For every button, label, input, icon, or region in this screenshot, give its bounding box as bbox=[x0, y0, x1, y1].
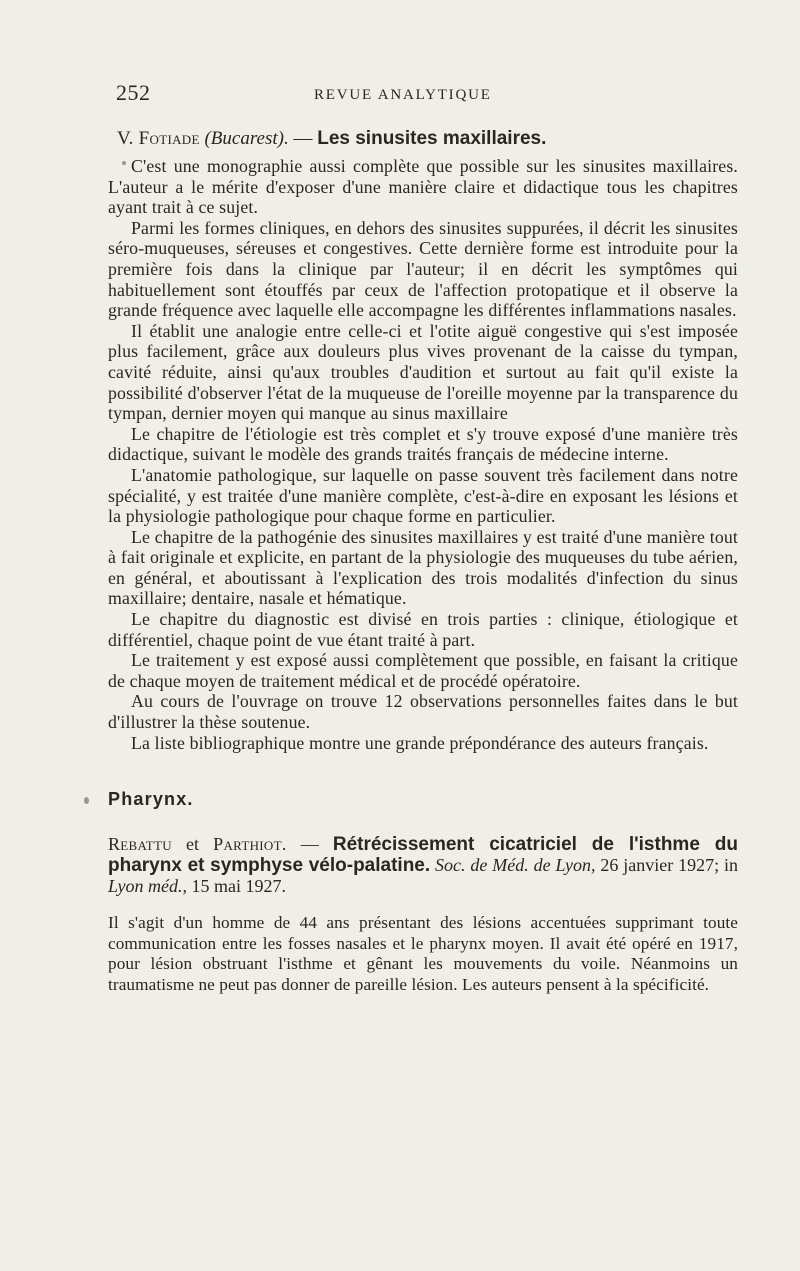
entry2-author-2: Parthiot. bbox=[213, 834, 287, 855]
entry2-date-2: 15 mai 1927. bbox=[186, 876, 286, 897]
entry2-journal-2: Lyon méd., bbox=[108, 876, 187, 897]
entry1-paragraph-5: L'anatomie pathologique, sur laquelle on passe souvent très facilement dans notre spécialité, y est traitée d'une manière complète, c'est-à-dire en exposant les lésions et la physiologie pathologique pour chaque forme en particulier. bbox=[108, 464, 738, 527]
entry1-dash: — bbox=[288, 128, 318, 149]
running-title: REVUE ANALYTIQUE bbox=[314, 87, 492, 103]
entry1-paragraph-7: Le chapitre du diagnostic est divisé en trois parties : clinique, étiologique et différentiel, chaque point de vue étant traité à part. bbox=[108, 609, 738, 650]
page-number: 252 bbox=[116, 80, 151, 105]
entry1-author: V. Fotiade bbox=[117, 128, 200, 149]
page-header bbox=[116, 80, 736, 110]
page-content bbox=[108, 128, 738, 996]
entry1-paragraph-4: Le chapitre de l'étiologie est très complet et s'y trouve exposé d'une manière très didactique, suivant le modèle des grands traités français de médecine interne. bbox=[108, 423, 738, 465]
entry2-heading bbox=[108, 834, 738, 897]
entry2-connector: et bbox=[171, 834, 214, 855]
section-title-pharynx: Pharynx. bbox=[108, 789, 194, 810]
paper-speck bbox=[84, 797, 89, 804]
entry1-place: (Bucarest). bbox=[204, 128, 289, 149]
entry1-paragraph-2: Parmi les formes cliniques, en dehors des sinusites suppurées, il décrit les sinusites séro-muqueuses, séreuses et congestives. Cette dernière forme est introduite pour la première fois dans la clinique par l'auteur; il en décrit les symptômes qui habituellement sont étouffés par ceux de l'affection protopatique et il observe la grande fréquence avec laquelle elle accompagne les différentes inflammations nasales. bbox=[108, 217, 738, 321]
entry2-title: Rétrécissement cicatriciel de l'isthme du pharynx et symphyse vélo-palatine. bbox=[108, 834, 738, 877]
paper-speck bbox=[122, 161, 126, 165]
entry1-paragraph-10: La liste bibliographique montre une grande prépondérance des auteurs français. bbox=[131, 732, 709, 753]
entry2-paragraph: Il s'agit d'un homme de 44 ans présentant des lésions accentuées supprimant toute communication entre les fosses nasales et le pharynx moyen. Il avait été opéré en 1917, pour lésion obstruant l'isthme et gênant les mouvements du voile. Néanmoins un traumatisme ne peut pas donner de pareille lésion. Les auteurs pensent à la spécificité. bbox=[108, 913, 738, 994]
entry2-journal: Soc. de Méd. de Lyon, bbox=[435, 855, 596, 876]
entry1-heading bbox=[108, 128, 738, 150]
entry1-paragraph-9: Au cours de l'ouvrage on trouve 12 observations personnelles faites dans le but d'illustrer la thèse soutenue. bbox=[108, 691, 738, 733]
entry2-date-1: 26 janvier 1927; in bbox=[595, 855, 739, 876]
entry1-paragraph-3: Il établit une analogie entre celle-ci et l'otite aiguë congestive qui s'est imposée plus facilement, grâce aux douleurs plus vives provenant de la caisse du tympan, cavité réduite, ainsi qu'aux troubles d'audition et surtout au fait qu'il existe la possibilité d'observer l'état de la muqueuse de l'oreille moyenne par la transparence du tympan, dernier moyen qui manque au sinus maxillaire bbox=[108, 320, 738, 424]
entry1-paragraph-1: C'est une monographie aussi complète que possible sur les sinusites maxillaires. L'auteur a le mérite d'exposer d'une manière claire et didactique tous les chapitres ayant trait à ce sujet. bbox=[108, 156, 738, 218]
entry1-paragraph-8: Le traitement y est exposé aussi complètement que possible, en faisant la critique de chaque moyen de traitement médical et de procédé opératoire. bbox=[108, 650, 738, 691]
entry1-title: Les sinusites maxillaires. bbox=[317, 128, 547, 149]
entry1-paragraph-6: Le chapitre de la pathogénie des sinusites maxillaires y est traité d'une manière tout à fait originale et explicite, en partant de la physiologie des muqueuses du tube aérien, en général, et aboutissant à l'explication des trois modalités d'infection du sinus maxillaire; dentaire, nasale et hématique. bbox=[108, 526, 738, 609]
entry2-author-1: Rebattu bbox=[108, 834, 172, 855]
entry2-dash: — bbox=[286, 834, 333, 855]
